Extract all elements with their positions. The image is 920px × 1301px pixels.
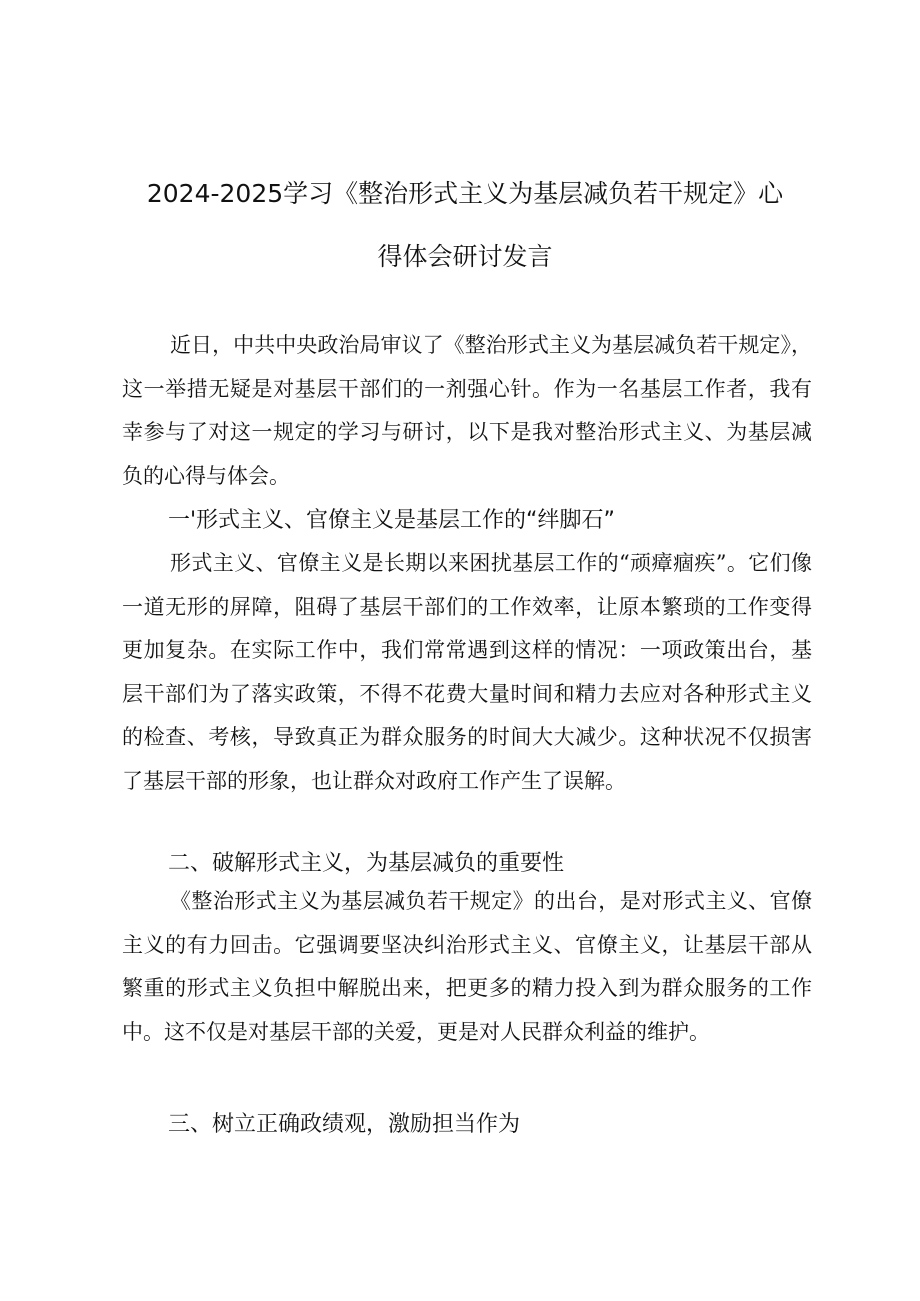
paragraph-section-2: 《整治形式主义为基层减负若干规定》的出台，是对形式主义、官僚主义的有力回击。它强调要坚决纠治形式主义、官僚主义，让基层干部从繁重的形式主义负担中解脱出来，把更多的精力投入到为群众服务的工作中。这不仅是对基层干部的关爱，更是对人民群众利益的维护。 bbox=[122, 889, 812, 1044]
section-heading-2: 二、破解形式主义，为基层减负的重要性 bbox=[168, 851, 565, 876]
section-heading-3: 三、树立正确政绩观，激励担当作为 bbox=[168, 1112, 521, 1137]
document-title-line-2: 得体会研讨发言 bbox=[377, 242, 553, 271]
paragraph-intro: 近日，中共中央政治局审议了《整治形式主义为基层减负若干规定》，这一举措无疑是对基层干部们的一剂强心针。作为一名基层工作者，我有幸参与了对这一规定的学习与研讨，以下是我对整治形式主义、为基层减负的心得与体会。 bbox=[122, 333, 812, 488]
paragraph-section-1: 形式主义、官僚主义是长期以来困扰基层工作的“顽瘴痼疾”。它们像一道无形的屏障，阻碍了基层干部们的工作效率，让原本繁琐的工作变得更加复杂。在实际工作中，我们常常遇到这样的情况：一项政策出台，基层干部们为了落实政策，不得不花费大量时间和精力去应对各种形式主义的检查、考核，导致真正为群众服务的时间大大减少。这种状况不仅损害了基层干部的形象，也让群众对政府工作产生了误解。 bbox=[122, 551, 812, 793]
section-heading-1: 一'形式主义、官僚主义是基层工作的“绊脚石” bbox=[168, 508, 615, 533]
document-title-line-1: 2024-2025学习《整治形式主义为基层减负若干规定》心 bbox=[146, 179, 784, 208]
